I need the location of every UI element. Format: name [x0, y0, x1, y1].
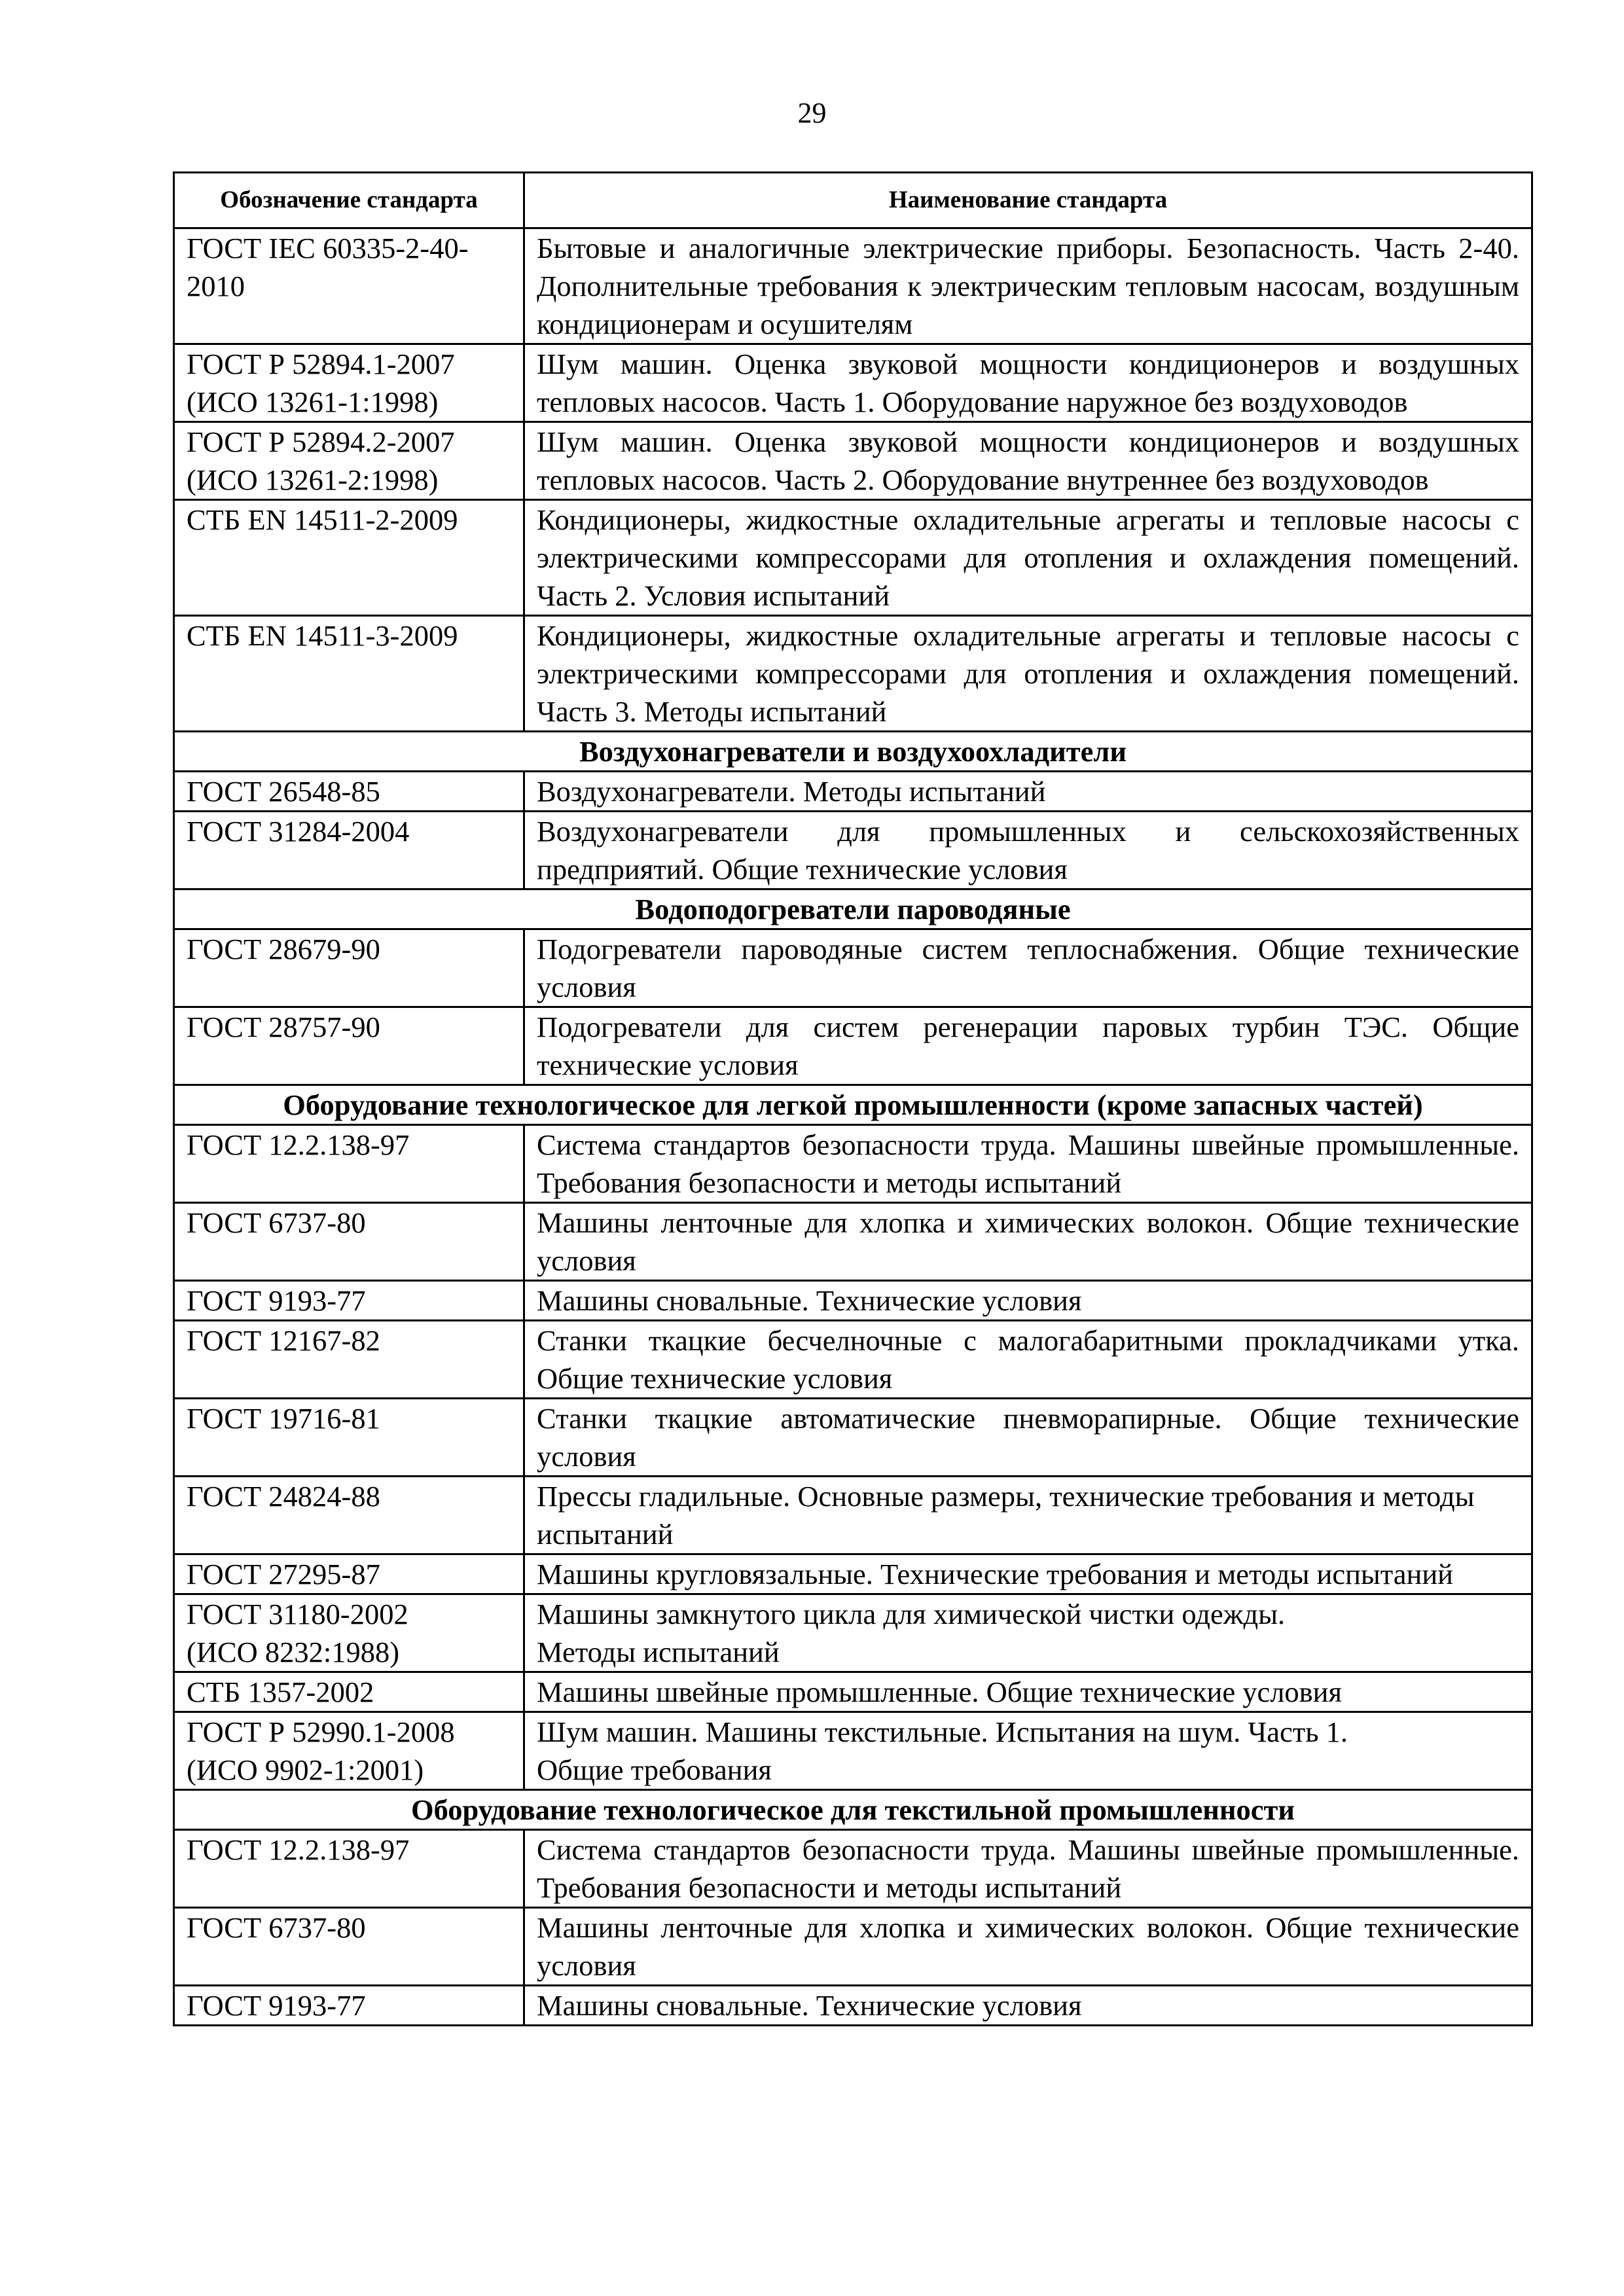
standard-code: (ИСО 9902-1:2001): [187, 1753, 424, 1786]
standard-name: Кондиционеры, жидкостные охладительные агрегаты и тепловые насосы с электрическими компрессорами для отопления и охлаждения помещений. Часть 2. Условия испытаний: [537, 503, 1519, 612]
standard-code: ГОСТ Р 52990.1-2008: [187, 1715, 455, 1748]
standard-code: СТБ EN 14511-2-2009: [187, 503, 458, 536]
section-row: [174, 1085, 1532, 1125]
table-row: [174, 1672, 1532, 1712]
standard-name: Машины швейные промышленные. Общие технические условия: [537, 1676, 1342, 1708]
standard-name-cell: [524, 1594, 1532, 1672]
standard-code: ГОСТ 24824-88: [187, 1480, 380, 1513]
standard-name: Подогреватели пароводяные систем теплоснабжения. Общие технические условия: [537, 933, 1519, 1003]
standard-code: (ИСО 13261-1:1998): [187, 386, 439, 418]
page-number: 29: [797, 97, 827, 129]
standard-code: ГОСТ 9193-77: [187, 1284, 366, 1317]
standard-code-cell: [174, 1007, 524, 1085]
standard-name: Машины ленточные для хлопка и химических волокон. Общие технические условия: [537, 1206, 1519, 1277]
standard-name: Система стандартов безопасности труда. Машины швейные промышленные. Требования безопасности и методы испытаний: [537, 1833, 1519, 1904]
standard-name: Общие требования: [537, 1753, 772, 1786]
standard-code-cell: [174, 1986, 524, 2026]
table-row: [174, 1594, 1532, 1672]
standard-code: ГОСТ 12167-82: [187, 1324, 380, 1357]
standard-name: Станки ткацкие автоматические пневморапирные. Общие технические условия: [537, 1402, 1519, 1473]
standard-code: (ИСО 13261-2:1998): [187, 463, 439, 496]
standard-name: Машины ленточные для хлопка и химических волокон. Общие технические условия: [537, 1911, 1519, 1982]
table-row: [174, 616, 1532, 732]
standard-name-cell: [524, 1321, 1532, 1399]
standard-name-cell: [524, 1125, 1532, 1203]
standard-name: Шум машин. Оценка звуковой мощности кондиционеров и воздушных тепловых насосов. Часть 2. Оборудование внутреннее без воздуховодов: [537, 425, 1519, 496]
section-row: [174, 732, 1532, 772]
standards-table: [173, 171, 1533, 2026]
standard-name: Методы испытаний: [537, 1636, 780, 1668]
standard-name-cell: [524, 1908, 1532, 1986]
standard-code-cell: [174, 1554, 524, 1594]
standard-code-cell: [174, 1672, 524, 1712]
section-title: Воздухонагреватели и воздухоохладители: [174, 732, 1532, 772]
standard-code-cell: [174, 1908, 524, 1986]
standard-name-cell: [524, 500, 1532, 616]
standard-code: СТБ 1357-2002: [187, 1676, 374, 1708]
header-designation: Обозначение стандарта: [174, 173, 524, 228]
standard-code: ГОСТ 31284-2004: [187, 815, 410, 848]
table-row: [174, 812, 1532, 889]
table-row: [174, 1281, 1532, 1321]
standard-code-cell: [174, 422, 524, 500]
table-row: [174, 1986, 1532, 2026]
table-row: [174, 422, 1532, 500]
standard-code-cell: [174, 929, 524, 1007]
standard-name: Подогреватели для систем регенерации паровых турбин ТЭС. Общие технические условия: [537, 1011, 1519, 1081]
standard-code-cell: [174, 500, 524, 616]
standard-name-cell: [524, 228, 1532, 344]
standard-name-cell: [524, 1672, 1532, 1712]
standard-code: ГОСТ 12.2.138-97: [187, 1128, 410, 1161]
section-title: Водоподогреватели пароводяные: [174, 889, 1532, 929]
standard-name-cell: [524, 1830, 1532, 1908]
standard-code: ГОСТ 12.2.138-97: [187, 1833, 410, 1866]
standard-name-cell: [524, 929, 1532, 1007]
standard-name-cell: [524, 1399, 1532, 1477]
standard-name: Машины кругловязальные. Технические требования и методы испытаний: [537, 1558, 1453, 1590]
standard-name-cell: [524, 1007, 1532, 1085]
table-row: [174, 1125, 1532, 1203]
standard-code-cell: [174, 228, 524, 344]
table-row: [174, 1908, 1532, 1986]
standard-code: ГОСТ 6737-80: [187, 1206, 366, 1239]
standard-code-cell: [174, 1321, 524, 1399]
standard-code: ГОСТ 28679-90: [187, 933, 380, 965]
standard-name: Бытовые и аналогичные электрические приборы. Безопасность. Часть 2-40. Дополнительные требования к электрическим тепловым насосам, воздушным кондиционерам и осушителям: [537, 232, 1519, 340]
table-row: [174, 500, 1532, 616]
table-row: [174, 1203, 1532, 1281]
table-row: [174, 228, 1532, 344]
header-name: Наименование стандарта: [524, 173, 1532, 228]
standard-name: Кондиционеры, жидкостные охладительные агрегаты и тепловые насосы с электрическими компрессорами для отопления и охлаждения помещений. Часть 3. Методы испытаний: [537, 619, 1519, 728]
standard-code-cell: [174, 1399, 524, 1477]
table-body: [174, 228, 1532, 2026]
standard-name-cell: [524, 812, 1532, 889]
standard-code-cell: [174, 772, 524, 812]
standard-code-cell: [174, 1203, 524, 1281]
standard-name: Машины сновальные. Технические условия: [537, 1284, 1082, 1317]
standard-code: ГОСТ 27295-87: [187, 1558, 380, 1590]
standard-name-cell: [524, 1203, 1532, 1281]
standard-code: ГОСТ IEC 60335-2-40-: [187, 232, 469, 264]
section-title: Оборудование технологическое для текстильной промышленности: [174, 1790, 1532, 1830]
standard-code: СТБ EN 14511-3-2009: [187, 619, 458, 652]
table-header-row: [174, 173, 1532, 228]
standard-name-cell: [524, 616, 1532, 732]
standard-code-cell: [174, 1594, 524, 1672]
standard-name-cell: [524, 1281, 1532, 1321]
standard-code: ГОСТ 6737-80: [187, 1911, 366, 1944]
standard-code-cell: [174, 1477, 524, 1554]
standard-name-cell: [524, 1986, 1532, 2026]
standard-code: ГОСТ 28757-90: [187, 1011, 380, 1043]
standard-name-cell: [524, 772, 1532, 812]
table-row: [174, 1399, 1532, 1477]
standard-code-cell: [174, 344, 524, 422]
standard-name: Шум машин. Машины текстильные. Испытания на шум. Часть 1.: [537, 1715, 1348, 1748]
standard-code-cell: [174, 1830, 524, 1908]
standard-name: Машины сновальные. Технические условия: [537, 1989, 1082, 2022]
table-row: [174, 1712, 1532, 1790]
standard-code-cell: [174, 1281, 524, 1321]
standard-name-cell: [524, 1712, 1532, 1790]
table-row: [174, 1830, 1532, 1908]
standard-name-cell: [524, 422, 1532, 500]
standard-name: Станки ткацкие бесчелночные с малогабаритными прокладчиками утка. Общие технические условия: [537, 1324, 1519, 1395]
standard-code: ГОСТ 31180-2002: [187, 1598, 408, 1630]
standard-name: Шум машин. Оценка звуковой мощности кондиционеров и воздушных тепловых насосов. Часть 1. Оборудование наружное без воздуховодов: [537, 348, 1519, 418]
standard-code-cell: [174, 1712, 524, 1790]
standard-code: ГОСТ 19716-81: [187, 1402, 380, 1435]
table-row: [174, 344, 1532, 422]
standard-code: ГОСТ Р 52894.1-2007: [187, 348, 455, 380]
table-row: [174, 1321, 1532, 1399]
table-row: [174, 929, 1532, 1007]
standard-name: Воздухонагреватели для промышленных и сельскохозяйственных предприятий. Общие технические условия: [537, 815, 1519, 886]
standard-code: ГОСТ 9193-77: [187, 1989, 366, 2022]
standard-code-cell: [174, 812, 524, 889]
section-row: [174, 889, 1532, 929]
standard-code: ГОСТ 26548-85: [187, 775, 380, 808]
table-row: [174, 772, 1532, 812]
table-row: [174, 1477, 1532, 1554]
standard-name: Воздухонагреватели. Методы испытаний: [537, 775, 1046, 808]
section-row: [174, 1790, 1532, 1830]
standard-name-cell: [524, 1477, 1532, 1554]
standard-code: 2010: [187, 270, 245, 302]
standard-name: Система стандартов безопасности труда. Машины швейные промышленные. Требования безопасности и методы испытаний: [537, 1128, 1519, 1199]
standard-code-cell: [174, 616, 524, 732]
standard-code: (ИСО 8232:1988): [187, 1636, 400, 1668]
standard-name: Прессы гладильные. Основные размеры, технические требования и методы испытаний: [537, 1480, 1475, 1551]
standard-code-cell: [174, 1125, 524, 1203]
table-row: [174, 1554, 1532, 1594]
standard-name: Машины замкнутого цикла для химической чистки одежды.: [537, 1598, 1286, 1630]
section-title: Оборудование технологическое для легкой промышленности (кроме запасных частей): [174, 1085, 1532, 1125]
standard-code: ГОСТ Р 52894.2-2007: [187, 425, 455, 458]
table-row: [174, 1007, 1532, 1085]
standard-name-cell: [524, 344, 1532, 422]
standard-name-cell: [524, 1554, 1532, 1594]
